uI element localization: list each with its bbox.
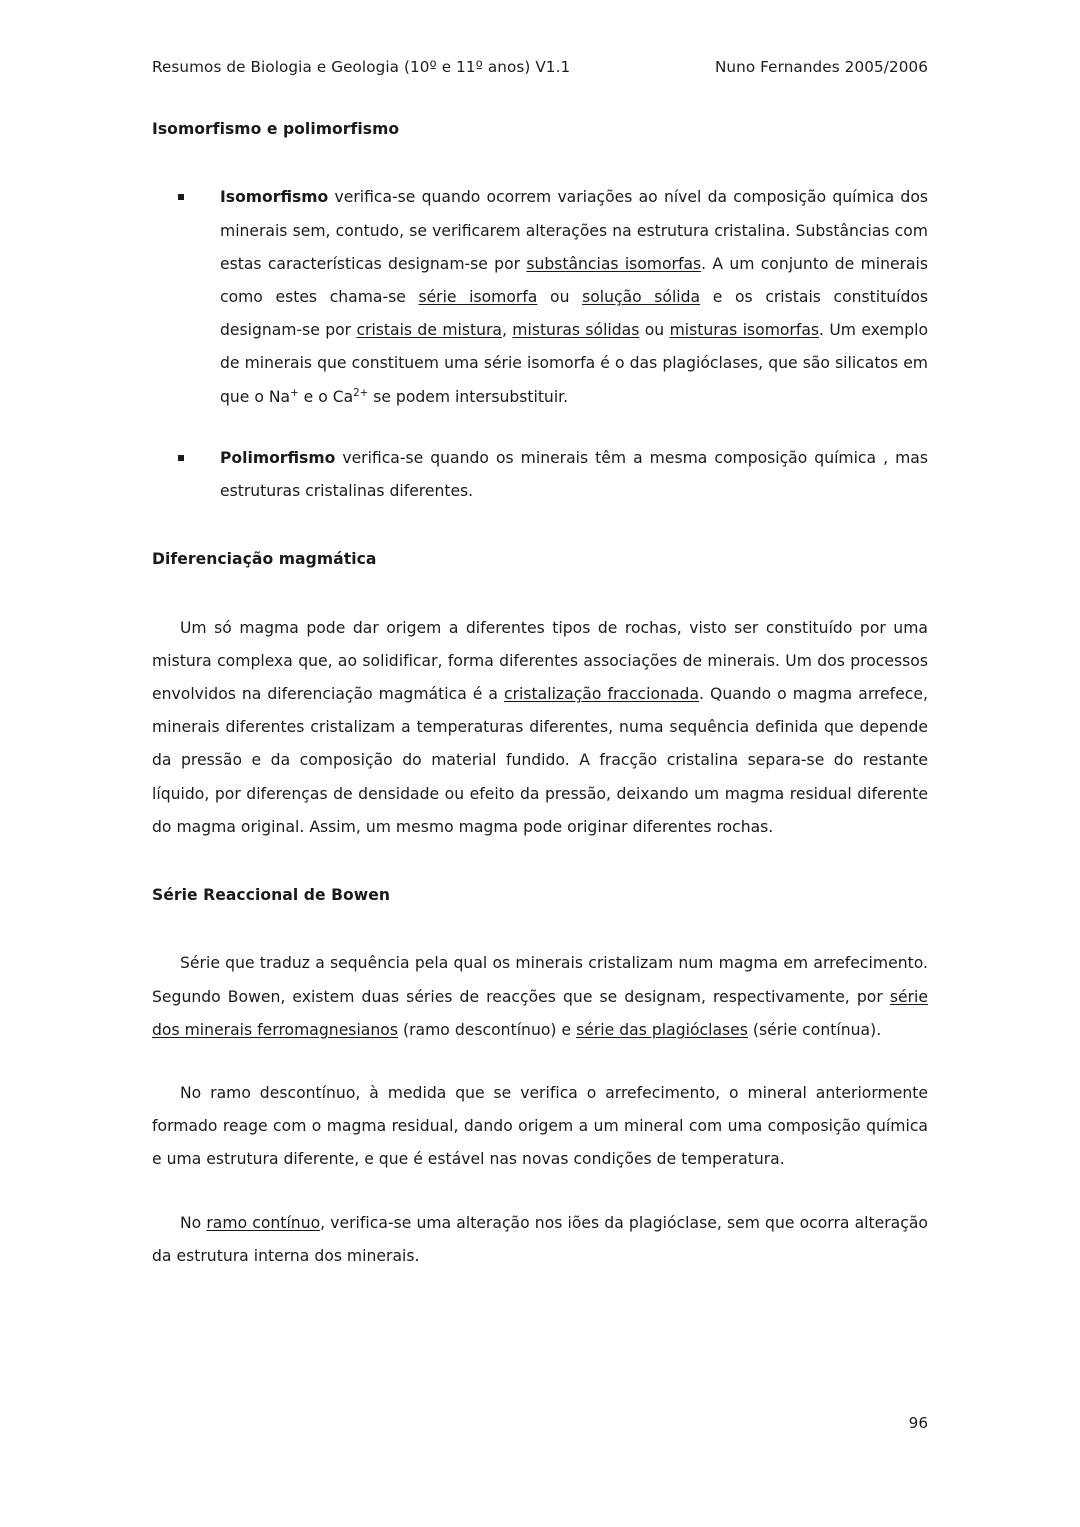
paragraph-diferenciacao — [152, 612, 928, 844]
text-run: verifica-se quando ocorrem variações ao nível da composição química dos minerais sem, contudo, se verificarem alterações na estrutura cristalina. Substâncias com estas características designam-se por — [220, 188, 928, 273]
text-run: , verifica-se uma alteração nos iões da plagióclase, sem que ocorra alteração da estrutura interna dos minerais. — [152, 1213, 928, 1265]
text-run: Um só magma pode dar origem a diferentes tipos de rochas, visto ser constituído por uma mistura complexa que, ao solidificar, forma diferentes associações de minerais. Um dos processos envolvidos na diferenciação magmática é a — [152, 618, 928, 704]
underlined-term: cristalização fraccionada — [504, 685, 700, 704]
heading-diferenciacao-magmatica: Diferenciação magmática — [152, 550, 377, 569]
bullet-text-isomorfismo — [180, 181, 928, 413]
text-run: , — [501, 321, 513, 340]
spacer — [152, 1047, 928, 1077]
body-flow — [152, 118, 928, 1273]
term-polimorfismo: Polimorfismo — [220, 448, 336, 467]
text-run: se podem intersubstituir. — [368, 387, 569, 406]
header-author-right: Nuno Fernandes 2005/2006 — [714, 58, 928, 76]
text-run: No ramo descontínuo, à medida que se verifica o arrefecimento, o mineral anteriormente formado reage com o magma residual, dando origem a um mineral com uma composição química e uma estrutura diferente, e que é estável nas novas condições de temperatura. — [152, 1084, 928, 1169]
spacer — [152, 1177, 928, 1207]
text-run: . Um exemplo de minerais que constituem uma série isomorfa é o das plagióclases, que são silicatos em que o Na — [220, 321, 928, 406]
superscript-charge-na: + — [290, 386, 299, 399]
spacer — [152, 141, 928, 181]
underlined-term: cristais de mistura — [356, 321, 502, 340]
text-run: . A um conjunto de minerais como estes chama-se — [220, 254, 928, 306]
heading-isomorfismo-e-polimorfismo: Isomorfismo e polimorfismo — [152, 120, 400, 138]
superscript-charge-ca: 2+ — [353, 386, 369, 399]
paragraph-bowen-2 — [152, 1077, 928, 1177]
text-run: e os cristais constituídos designam-se por — [220, 288, 929, 340]
spacer — [152, 844, 928, 884]
underlined-term: substâncias isomorfas — [526, 254, 702, 273]
spacer — [152, 907, 928, 947]
text-run: ou — [537, 288, 583, 306]
underlined-term: série dos minerais ferromagnesianos — [152, 987, 928, 1039]
text-run: ou — [639, 321, 670, 340]
square-bullet-icon — [178, 194, 184, 200]
text-run: Série que traduz a sequência pela qual os minerais cristalizam num magma em arrefecimento. Segundo Bowen, existem duas séries de reacções que se designam, respectivamente, por — [152, 954, 928, 1006]
underlined-term: misturas isomorfas — [669, 321, 820, 340]
bullet-text-polimorfismo — [180, 442, 928, 508]
text-run: No — [180, 1213, 207, 1232]
spacer — [152, 508, 928, 548]
text-run: (ramo descontínuo) e — [398, 1020, 577, 1039]
paragraph-bowen-3 — [152, 1207, 928, 1273]
header-title-left: Resumos de Biologia e Geologia (10º e 11º anos) V1.1 — [152, 58, 571, 76]
underlined-term: misturas sólidas — [512, 321, 640, 340]
text-run: (série contínua). — [747, 1020, 882, 1039]
term-isomorfismo: Isomorfismo — [220, 188, 329, 207]
underlined-term: solução sólida — [582, 288, 701, 306]
page-number — [152, 1414, 928, 1432]
underlined-term: série isomorfa — [418, 288, 538, 306]
heading-serie-reaccional-de-bowen: Série Reaccional de Bowen — [152, 886, 390, 905]
running-header — [152, 58, 928, 76]
underlined-term: ramo contínuo — [206, 1213, 321, 1232]
list-item — [152, 181, 928, 413]
spacer — [152, 572, 928, 612]
list-item — [152, 442, 928, 508]
underlined-term: série das plagióclases — [576, 1020, 748, 1039]
page-number-value: 96 — [908, 1414, 928, 1432]
square-bullet-icon — [178, 455, 184, 461]
bullet-list — [152, 181, 928, 508]
text-run: e o Ca — [298, 387, 354, 406]
text-run: . Quando o magma arrefece, minerais diferentes cristalizam a temperaturas diferentes, numa sequência definida que depende da pressão e da composição do material fundido. A fracção cristalina separa-se do restante líquido, por diferenças de densidade ou efeito da pressão, deixando um magma residual diferente do magma original. Assim, um mesmo magma pode originar diferentes rochas. — [152, 685, 928, 836]
paragraph-bowen-1 — [152, 947, 928, 1047]
text-run: verifica-se quando os minerais têm a mesma composição química , mas estruturas cristalinas diferentes. — [220, 448, 928, 501]
